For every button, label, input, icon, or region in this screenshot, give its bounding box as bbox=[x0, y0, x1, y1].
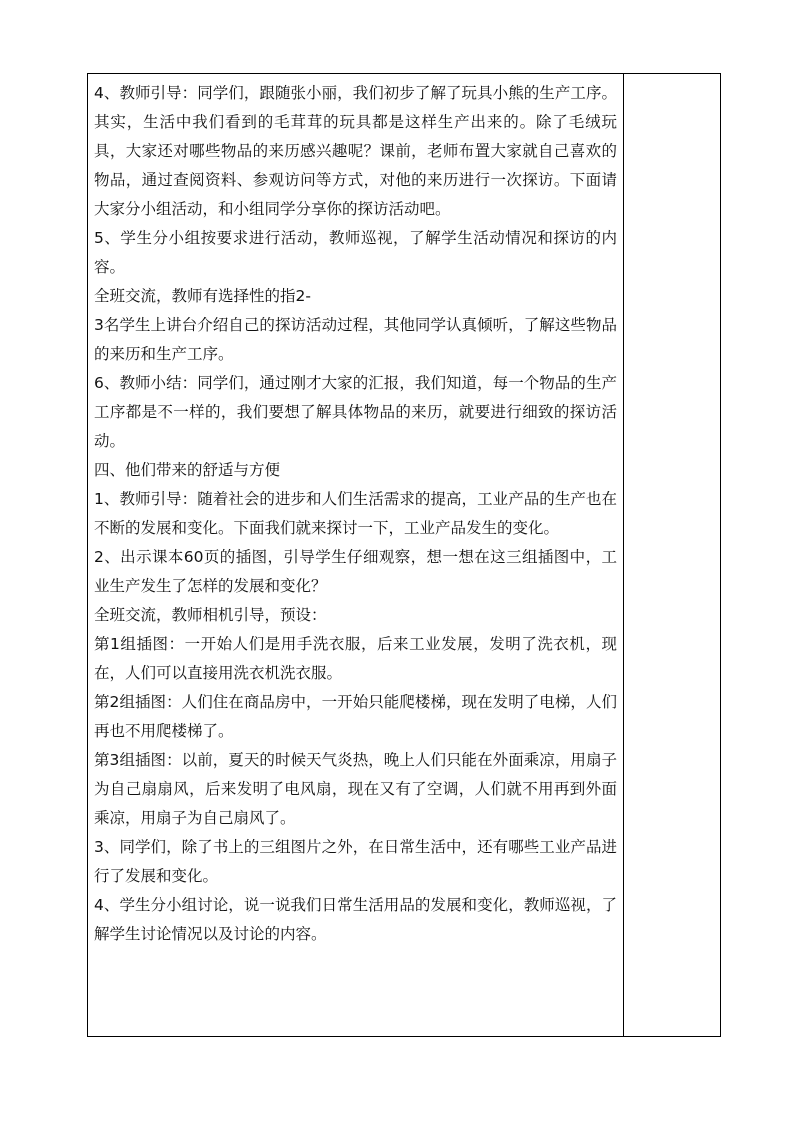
paragraph-illustration-group-2: 第2组插图：人们住在商品房中，一开始只能爬楼梯，现在发明了电梯，人们再也不用爬楼梯了。 bbox=[94, 693, 617, 740]
teaching-process-cell bbox=[88, 74, 624, 1037]
notes-column-cell bbox=[624, 74, 721, 1037]
paragraph-step-3-question: 3、同学们，除了书上的三组图片之外，在日常生活中，还有哪些工业产品进行了发展和变化。 bbox=[94, 838, 617, 885]
lesson-plan-table bbox=[87, 73, 721, 1037]
paragraph-step-5-group-activity: 5、学生分小组按要求进行活动，教师巡视，了解学生活动情况和探访的内容。 bbox=[94, 229, 617, 276]
paragraph-class-exchange: 全班交流，教师有选择性的指2- bbox=[94, 287, 311, 305]
paragraph-class-exchange-preset: 全班交流，教师相机引导，预设： bbox=[94, 606, 327, 624]
paragraph-step-6-summary: 6、教师小结：同学们，通过刚才大家的汇报，我们知道，每一个物品的生产工序都是不一样的，我们要想了解具体物品的来历，就要进行细致的探访活动。 bbox=[94, 374, 617, 450]
paragraph-step-4-guide: 4、教师引导：同学们，跟随张小丽，我们初步了解了玩具小熊的生产工序。其实，生活中我们看到的毛茸茸的玩具都是这样生产出来的。除了毛绒玩具，大家还对哪些物品的来历感兴趣呢？课前，老师布置大家就自己喜欢的物品，通过查阅资料、参观访问等方式，对他的来历进行一次探访。下面请大家分小组活动，和小组同学分享你的探访活动吧。 bbox=[94, 84, 617, 218]
section-heading-comfort-convenience: 四、他们带来的舒适与方便 bbox=[94, 461, 281, 479]
paragraph-illustration-group-3: 第3组插图：以前，夏天的时候天气炎热，晚上人们只能在外面乘凉，用扇子为自己扇扇风，后来发明了电风扇，现在又有了空调，人们就不用再到外面乘凉，用扇子为自己扇风了。 bbox=[94, 751, 617, 827]
paragraph-step-1-guide: 1、教师引导：随着社会的进步和人们生活需求的提高，工业产品的生产也在不断的发展和变化。下面我们就来探讨一下，工业产品发生的变化。 bbox=[94, 490, 617, 537]
paragraph-step-4-discussion: 4、学生分小组讨论，说一说我们日常生活用品的发展和变化，教师巡视，了解学生讨论情况以及讨论的内容。 bbox=[94, 896, 617, 943]
paragraph-illustration-group-1: 第1组插图：一开始人们是用手洗衣服，后来工业发展，发明了洗衣机，现在，人们可以直接用洗衣机洗衣服。 bbox=[94, 635, 617, 682]
table-row bbox=[88, 74, 721, 1037]
paragraph-step-2-illustrations: 2、出示课本60页的插图，引导学生仔细观察，想一想在这三组插图中，工业生产发生了怎样的发展和变化？ bbox=[94, 548, 617, 595]
paragraph-student-presentation: 3名学生上讲台介绍自己的探访活动过程，其他同学认真倾听，了解这些物品的来历和生产工序。 bbox=[94, 316, 617, 363]
